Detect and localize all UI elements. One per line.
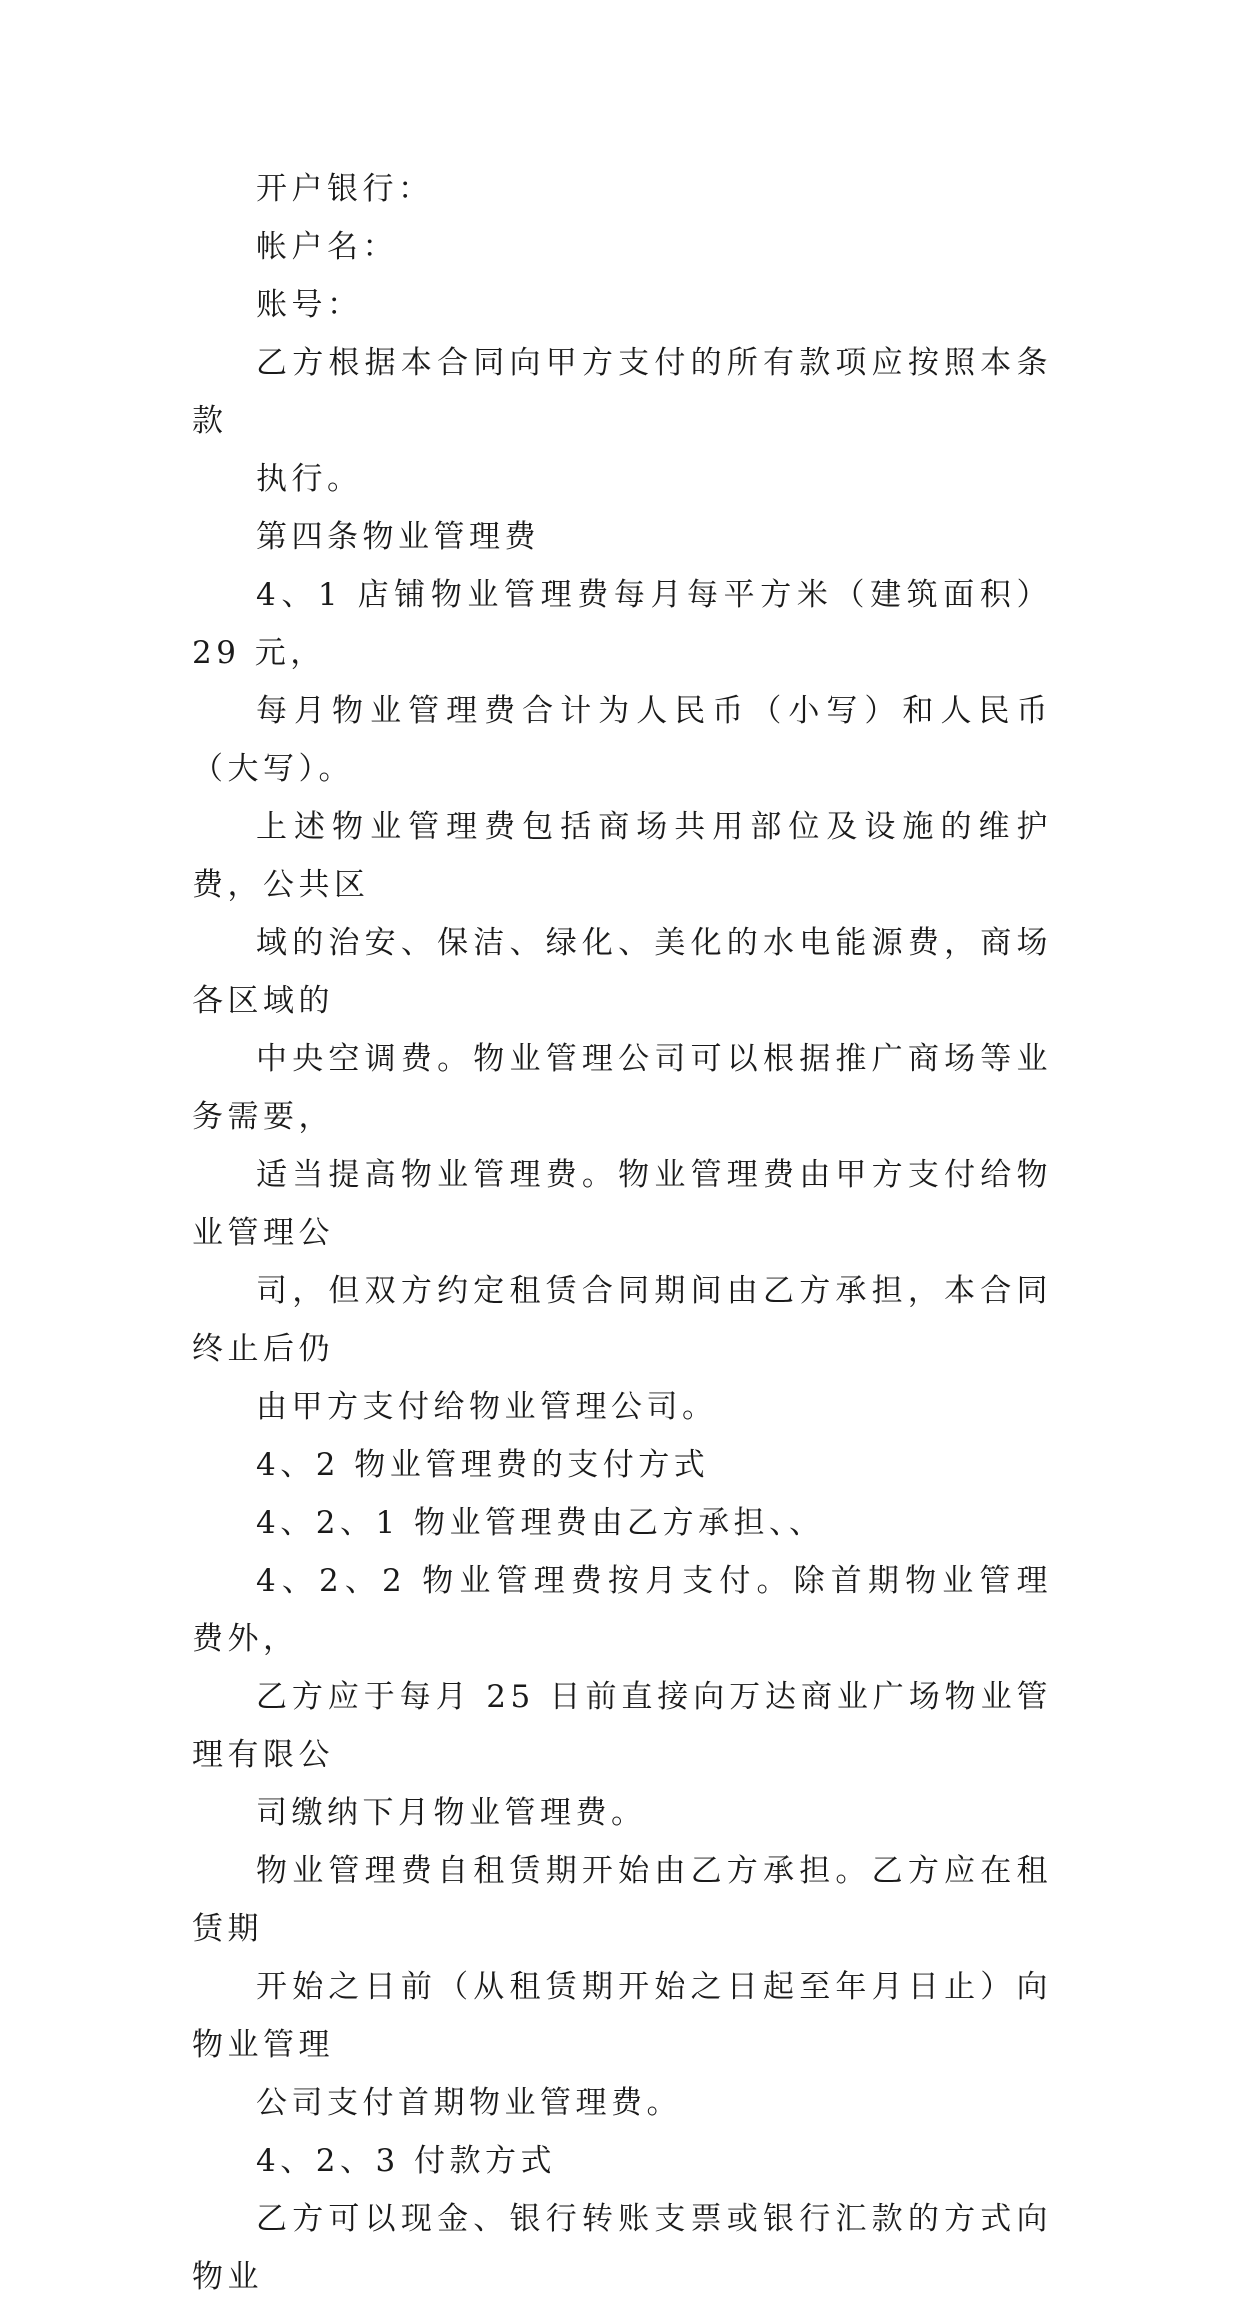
text-line: 公司支付首期物业管理费。: [256, 2085, 682, 2121]
text-line: 物业管理费自租赁期开始由乙方承担。乙方应在租赁期: [192, 1853, 1052, 1947]
text-line: 帐户名：: [256, 229, 398, 265]
text-line: 由甲方支付给物业管理公司。: [256, 1389, 718, 1425]
text-line: 中央空调费。物业管理公司可以根据推广商场等业务需要，: [192, 1041, 1052, 1135]
text-line: 开户银行：: [256, 171, 434, 207]
paragraph-first-period-fee: [192, 1842, 1052, 2132]
paragraph-clause-4-2-2: [192, 1552, 1052, 1842]
text-line: 4、2、2 物业管理费按月支付。除首期物业管理费外，: [192, 1563, 1052, 1657]
text-line: 开始之日前（从租赁期开始之日起至年月日止）向物业管理: [192, 1969, 1052, 2063]
text-line: 4、2 物业管理费的支付方式: [256, 1447, 710, 1483]
paragraph-payment-terms: [192, 334, 1052, 508]
text-line: 上述物业管理费包括商场共用部位及设施的维护费，公共区: [192, 809, 1052, 903]
text-line: 执行。: [256, 461, 363, 497]
document-body: [192, 160, 1052, 2306]
text-line: 每月物业管理费合计为人民币（小写）和人民币（大写）。: [192, 693, 1052, 787]
text-line: 适当提高物业管理费。物业管理费由甲方支付给物业管理公: [192, 1157, 1052, 1251]
text-line: 乙方根据本合同向甲方支付的所有款项应按照本条款: [192, 345, 1052, 439]
text-line: 4、1 店铺物业管理费每月每平方米（建筑面积）29 元，: [192, 577, 1052, 671]
text-line: 乙方应于每月 25 日前直接向万达商业广场物业管理有限公: [192, 1679, 1052, 1773]
text-line: 4、2、1 物业管理费由乙方承担、、: [256, 1505, 825, 1541]
paragraph-payment-method: [192, 2190, 1052, 2306]
paragraph-clause-4-2: [192, 1436, 1052, 1494]
section-heading: [192, 508, 1052, 566]
text-line: 域的治安、保洁、绿化、美化的水电能源费，商场各区域的: [192, 925, 1052, 1019]
paragraph-clause-4-2-1: [192, 1494, 1052, 1552]
text-line: 账号：: [256, 287, 363, 323]
paragraph-bank: [192, 160, 1052, 218]
paragraph-account-number: [192, 276, 1052, 334]
text-line: 司，但双方约定租赁合同期间由乙方承担，本合同终止后仍: [192, 1273, 1052, 1367]
text-line: 4、2、3 付款方式: [256, 2143, 557, 2179]
paragraph-account-name: [192, 218, 1052, 276]
paragraph-clause-4-2-3: [192, 2132, 1052, 2190]
text-line: 司缴纳下月物业管理费。: [256, 1795, 647, 1831]
text-line: 第四条物业管理费: [256, 519, 540, 555]
paragraph-clause-4-1: [192, 566, 1052, 1436]
text-line: 乙方可以现金、银行转账支票或银行汇款的方式向物业: [192, 2201, 1052, 2295]
